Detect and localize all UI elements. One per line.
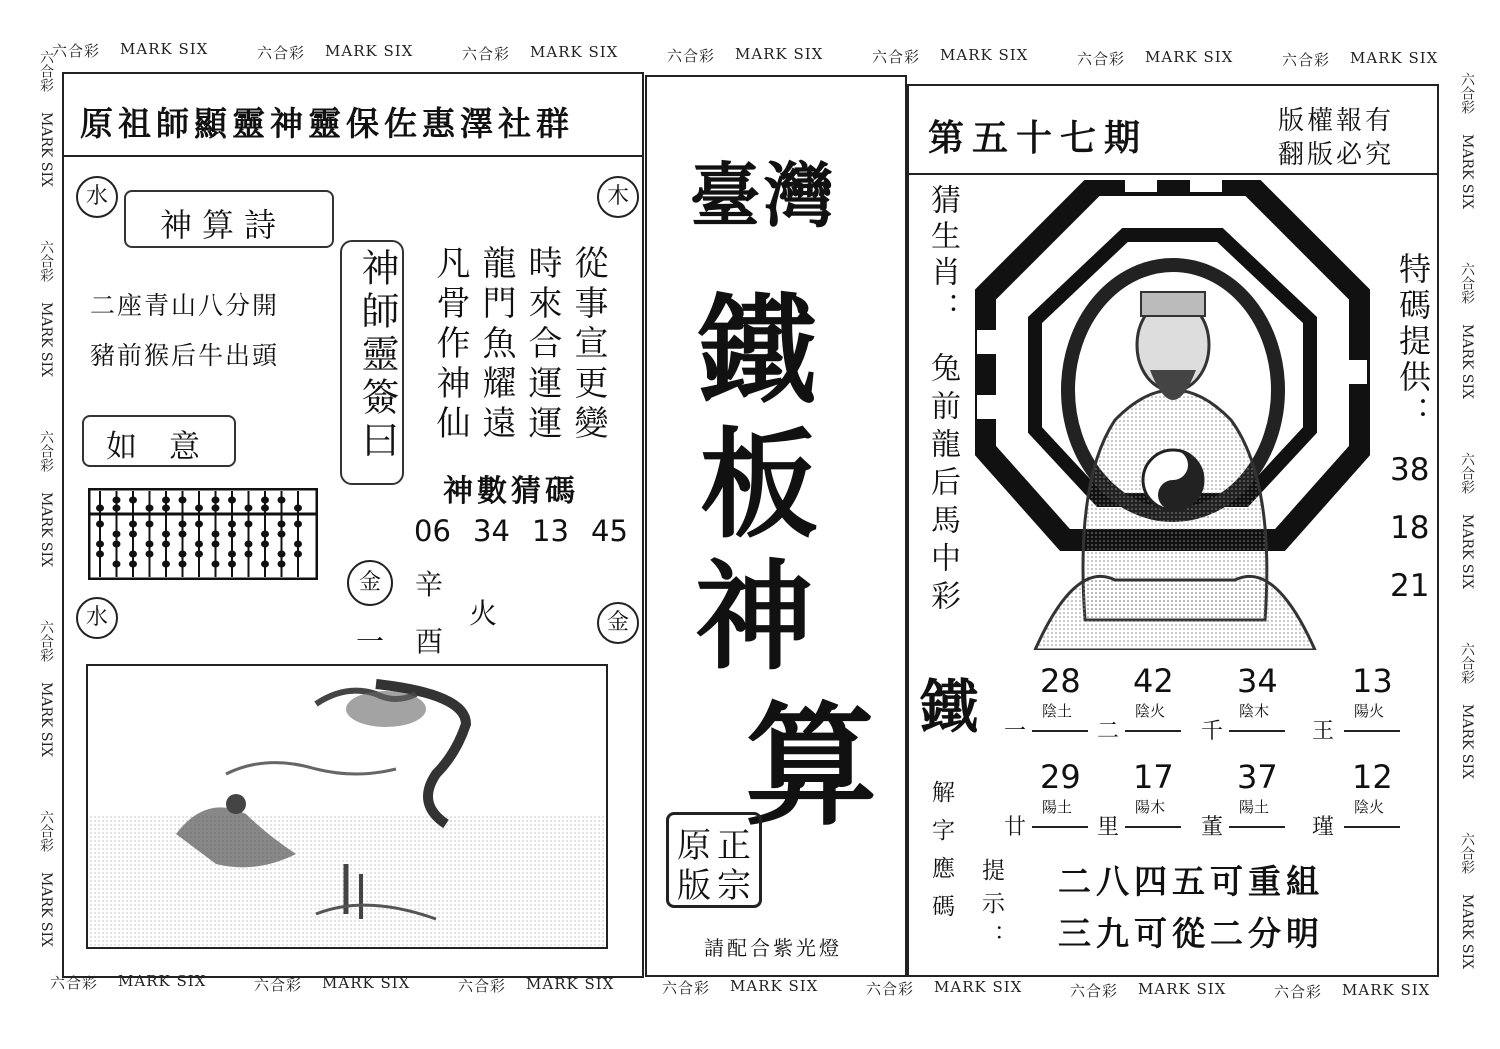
watermark-chinese: 六合彩 bbox=[38, 620, 54, 662]
watermark-chinese: 六合彩 bbox=[1459, 642, 1475, 684]
watermark-english: MARK SIX bbox=[940, 46, 1029, 64]
watermark-chinese: 六合彩 bbox=[38, 810, 54, 852]
left-header: 原祖師顯靈神靈保佐惠澤社群 bbox=[80, 104, 574, 143]
center-title-top: 臺灣 bbox=[690, 154, 838, 237]
element-metal-icon-lower: 金 bbox=[597, 602, 639, 644]
guess-number-4: 45 bbox=[591, 514, 628, 548]
code-character: 王 bbox=[1312, 719, 1335, 744]
decode-label: 解字應碼 bbox=[928, 780, 954, 932]
code-dash bbox=[1125, 730, 1181, 732]
landscape-painting bbox=[86, 664, 608, 949]
watermark-english: MARK SIX bbox=[530, 43, 619, 61]
watermark-english: MARK SIX bbox=[1342, 981, 1431, 999]
special-number-2: 18 bbox=[1390, 510, 1430, 546]
poem-line-1: 二座青山八分開 bbox=[90, 291, 280, 320]
stem-yi: 一 bbox=[356, 625, 385, 658]
poem-title: 神算詩 bbox=[160, 206, 287, 244]
code-element-tag: 陰火 bbox=[1354, 798, 1385, 816]
guess-number-3: 13 bbox=[532, 514, 569, 548]
guess-number-1: 06 bbox=[414, 514, 451, 548]
element-wood-icon: 木 bbox=[597, 176, 639, 218]
watermark-chinese: 六合彩 bbox=[1459, 262, 1475, 304]
ruyi-label: 如意 bbox=[106, 429, 232, 465]
code-character: 里 bbox=[1097, 815, 1120, 840]
watermark-english: MARK SIX bbox=[1459, 514, 1475, 589]
oracle-column-3: 龍門魚耀遠 bbox=[476, 245, 516, 445]
code-element-tag: 陰土 bbox=[1042, 702, 1073, 720]
element-water-icon: 水 bbox=[76, 176, 118, 218]
watermark-chinese: 六合彩 bbox=[1282, 51, 1331, 69]
stem-xin: 辛 bbox=[415, 568, 444, 601]
oracle-column-2: 時來合運運 bbox=[522, 245, 562, 445]
watermark-english: MARK SIX bbox=[1459, 134, 1475, 209]
code-element-tag: 陰火 bbox=[1135, 702, 1166, 720]
watermark-chinese: 六合彩 bbox=[866, 980, 915, 998]
code-number: 12 bbox=[1352, 758, 1393, 796]
zodiac-text: 兔前龍后馬中彩 bbox=[925, 352, 960, 618]
watermark-chinese: 六合彩 bbox=[1459, 452, 1475, 494]
oracle-column-1: 從事宣更變 bbox=[568, 245, 608, 445]
watermark-english: MARK SIX bbox=[325, 41, 414, 60]
special-code-label: 特碼提供： bbox=[1394, 252, 1432, 432]
watermark-english: MARK SIX bbox=[38, 492, 54, 567]
code-dash bbox=[1344, 730, 1400, 732]
stem-huo: 火 bbox=[469, 597, 498, 630]
code-character: 瑾 bbox=[1312, 815, 1335, 840]
tie-label: 鐵 bbox=[920, 673, 979, 741]
code-dash bbox=[1032, 826, 1088, 828]
stem-you: 酉 bbox=[415, 625, 444, 658]
watermark-english: MARK SIX bbox=[1459, 894, 1475, 969]
code-dash bbox=[1229, 826, 1285, 828]
watermark-english: MARK SIX bbox=[38, 302, 54, 377]
seal-char-yuan: 原 bbox=[677, 826, 711, 866]
code-number: 37 bbox=[1237, 758, 1278, 796]
oracle-title: 神師靈簽曰 bbox=[355, 248, 399, 463]
copyright-line-1: 版權報有 bbox=[1278, 106, 1395, 136]
right-header-divider bbox=[907, 173, 1439, 175]
code-number: 42 bbox=[1133, 662, 1174, 700]
seal-char-zheng: 正 bbox=[717, 826, 751, 866]
hint-line-2: 三九可從二分明 bbox=[1058, 914, 1324, 953]
code-element-tag: 陽土 bbox=[1239, 798, 1270, 816]
center-title-char-2: 板 bbox=[700, 415, 819, 554]
code-number: 29 bbox=[1040, 758, 1081, 796]
code-element-tag: 陰木 bbox=[1239, 702, 1270, 720]
seal-char-ban: 版 bbox=[677, 866, 711, 906]
watermark-english: MARK SIX bbox=[38, 872, 54, 947]
watermark-chinese: 六合彩 bbox=[872, 48, 921, 66]
watermark-chinese: 六合彩 bbox=[458, 977, 507, 995]
watermark-chinese: 六合彩 bbox=[52, 42, 101, 60]
watermark-chinese: 六合彩 bbox=[1459, 832, 1475, 874]
code-character: 廿 bbox=[1004, 815, 1027, 840]
guess-title: 神數猜碼 bbox=[443, 474, 579, 509]
code-dash bbox=[1344, 826, 1400, 828]
code-dash bbox=[1125, 826, 1181, 828]
watermark-english: MARK SIX bbox=[1459, 324, 1475, 399]
watermark-english: MARK SIX bbox=[118, 972, 207, 990]
code-number: 34 bbox=[1237, 662, 1278, 700]
hint-line-1: 二八四五可重組 bbox=[1058, 862, 1324, 901]
zodiac-label: 猜生肖： bbox=[925, 184, 960, 328]
watermark-chinese: 六合彩 bbox=[38, 240, 54, 282]
left-header-divider bbox=[62, 155, 644, 157]
watermark-english: MARK SIX bbox=[1459, 704, 1475, 779]
guess-number-2: 34 bbox=[473, 514, 510, 548]
code-dash bbox=[1229, 730, 1285, 732]
special-number-3: 21 bbox=[1390, 568, 1430, 604]
watermark-english: MARK SIX bbox=[1145, 47, 1234, 66]
code-character: 一 bbox=[1004, 719, 1027, 744]
code-dash bbox=[1032, 730, 1088, 732]
watermark-chinese: 六合彩 bbox=[254, 975, 303, 994]
watermark-english: MARK SIX bbox=[1350, 49, 1439, 67]
watermark-english: MARK SIX bbox=[38, 682, 54, 757]
seal-char-zong: 宗 bbox=[717, 866, 751, 906]
watermark-english: MARK SIX bbox=[735, 44, 824, 63]
element-metal-icon-mid: 金 bbox=[347, 560, 393, 606]
watermark-english: MARK SIX bbox=[322, 973, 411, 992]
watermark-chinese: 六合彩 bbox=[50, 974, 99, 992]
issue-number: 第五十七期 bbox=[928, 117, 1149, 159]
watermark-english: MARK SIX bbox=[730, 976, 819, 995]
watermark-chinese: 六合彩 bbox=[38, 50, 54, 92]
watermark-chinese: 六合彩 bbox=[662, 978, 711, 997]
oracle-column-4: 凡骨作神仙 bbox=[430, 245, 470, 445]
center-title-char-3: 神 bbox=[695, 547, 814, 686]
watermark-english: MARK SIX bbox=[120, 40, 209, 58]
watermark-english: MARK SIX bbox=[526, 975, 615, 993]
code-element-tag: 陽火 bbox=[1354, 702, 1385, 720]
code-character: 董 bbox=[1201, 815, 1224, 840]
code-character: 千 bbox=[1201, 719, 1224, 744]
poem-line-2: 豬前猴后牛出頭 bbox=[90, 341, 280, 370]
watermark-english: MARK SIX bbox=[1138, 979, 1227, 998]
bagua-sage-illustration bbox=[975, 180, 1370, 650]
watermark-chinese: 六合彩 bbox=[38, 430, 54, 472]
uv-light-note: 請配合紫光燈 bbox=[704, 936, 842, 960]
code-number: 17 bbox=[1133, 758, 1174, 796]
watermark-english: MARK SIX bbox=[934, 978, 1023, 996]
code-character: 二 bbox=[1097, 719, 1120, 744]
watermark-chinese: 六合彩 bbox=[1459, 72, 1475, 114]
watermark-chinese: 六合彩 bbox=[1274, 983, 1323, 1001]
special-number-1: 38 bbox=[1390, 452, 1430, 488]
abacus-icon bbox=[88, 488, 318, 580]
center-title-char-4: 算 bbox=[745, 689, 877, 844]
watermark-chinese: 六合彩 bbox=[462, 45, 511, 63]
watermark-chinese: 六合彩 bbox=[257, 43, 306, 62]
code-number: 28 bbox=[1040, 662, 1081, 700]
watermark-english: MARK SIX bbox=[38, 112, 54, 187]
element-water-icon-lower: 水 bbox=[76, 597, 118, 639]
code-number: 13 bbox=[1352, 662, 1393, 700]
code-element-tag: 陽木 bbox=[1135, 798, 1166, 816]
watermark-chinese: 六合彩 bbox=[1077, 49, 1126, 68]
watermark-chinese: 六合彩 bbox=[667, 46, 716, 65]
center-title-char-1: 鐵 bbox=[698, 281, 817, 420]
hint-label: 提示： bbox=[978, 858, 1004, 957]
code-element-tag: 陽土 bbox=[1042, 798, 1073, 816]
copyright-line-2: 翻版必究 bbox=[1278, 140, 1395, 170]
watermark-chinese: 六合彩 bbox=[1070, 981, 1119, 1000]
